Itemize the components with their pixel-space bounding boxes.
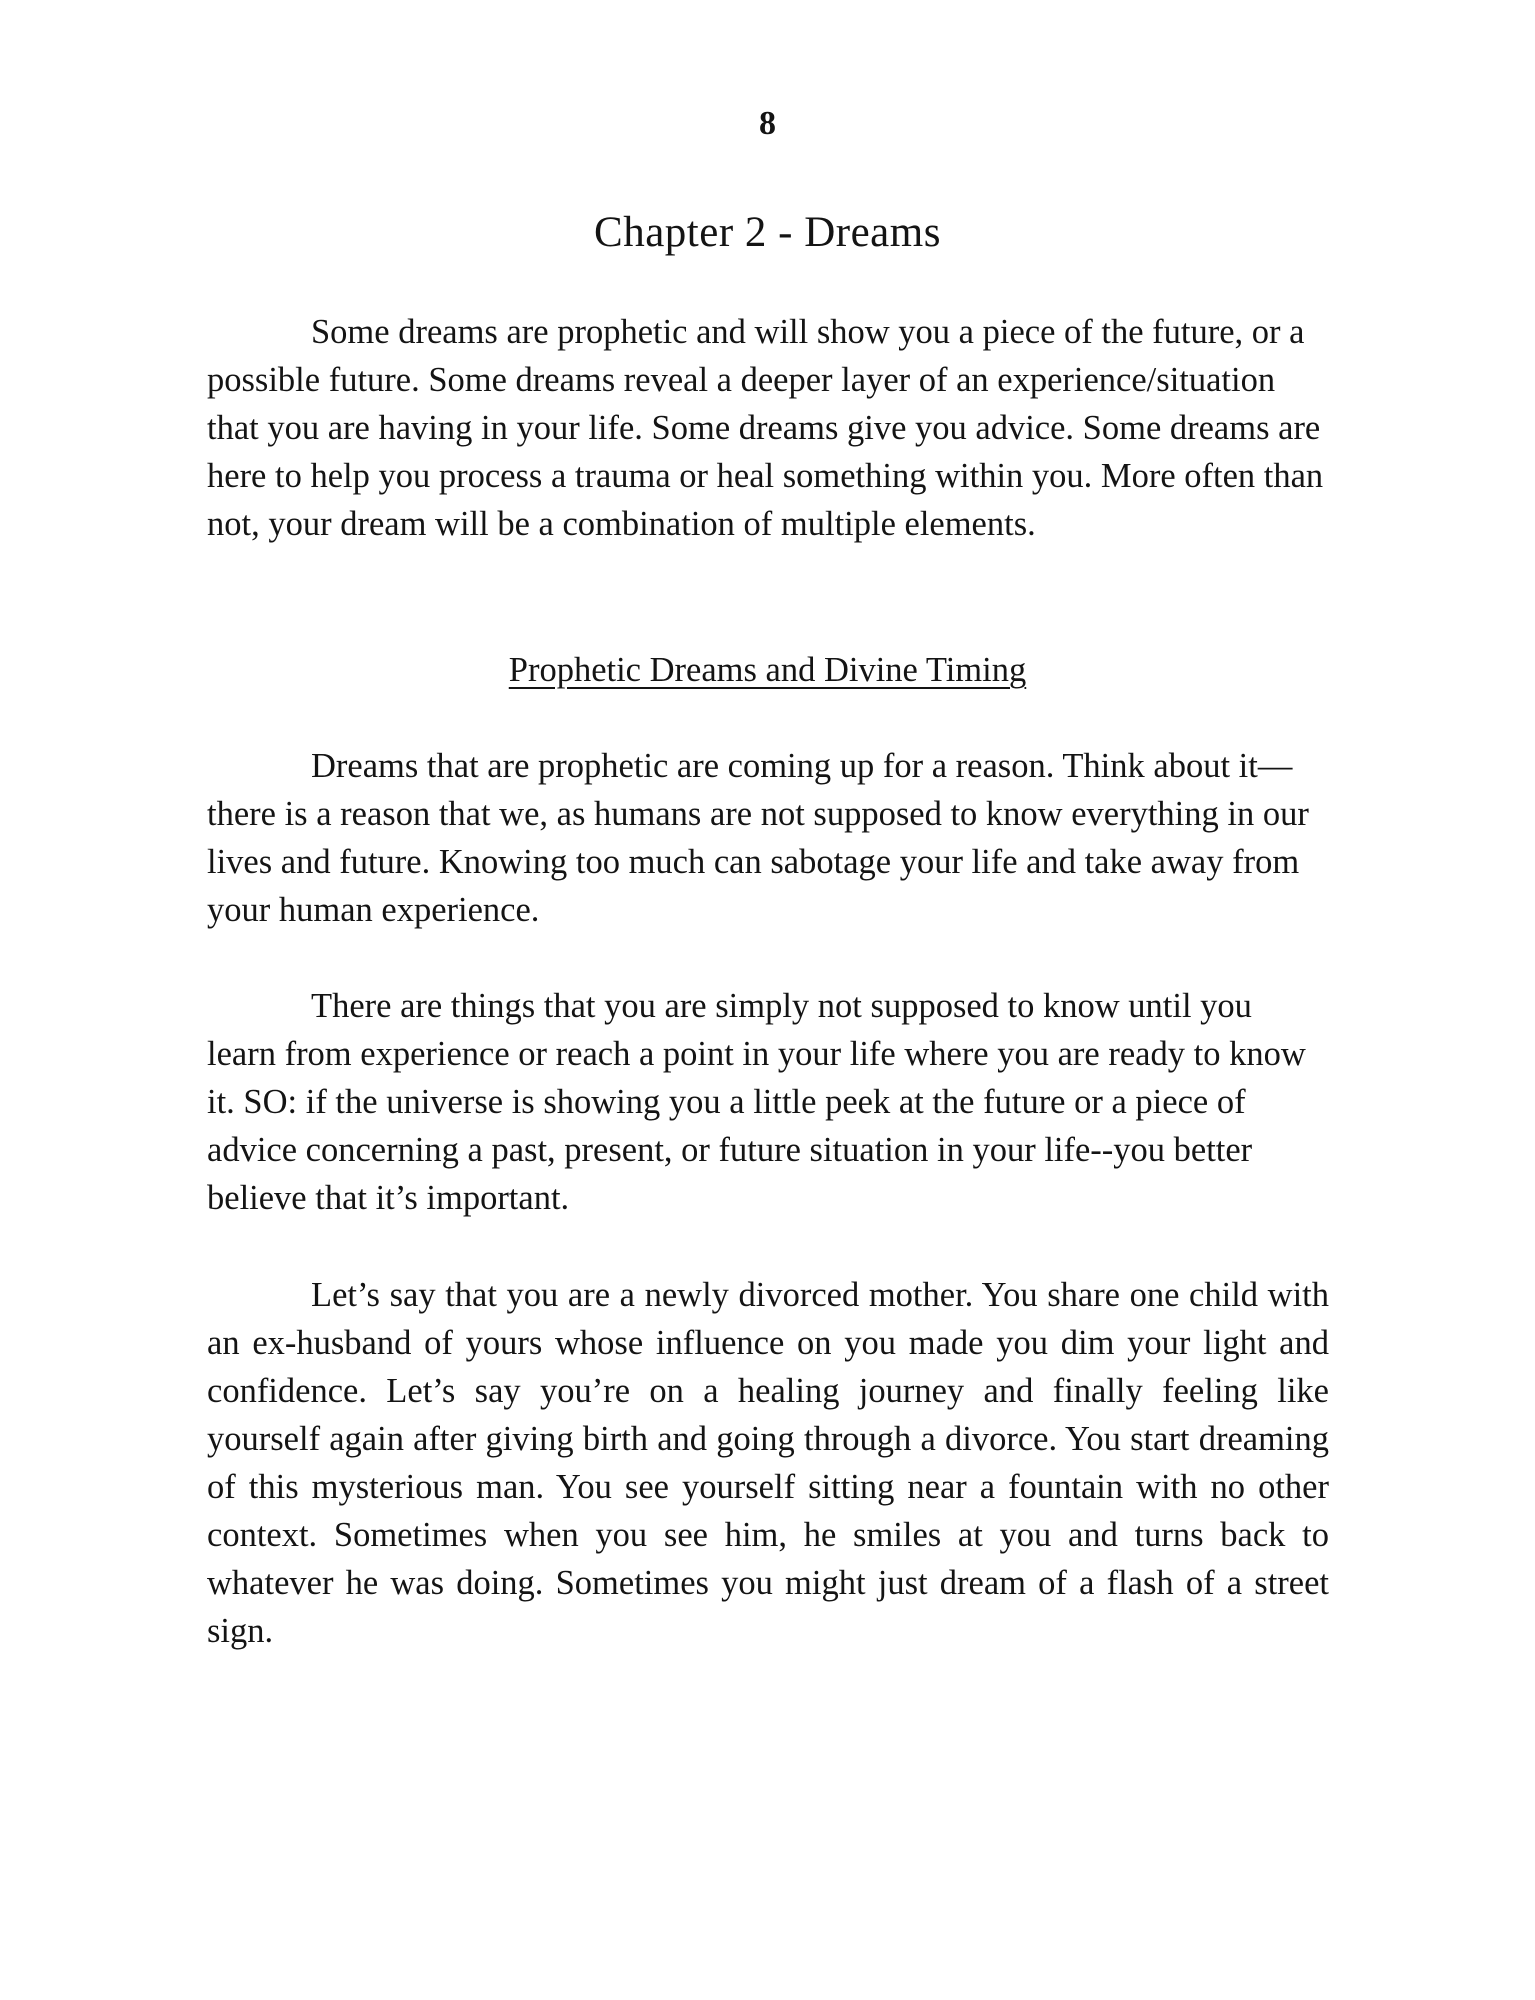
page-number: 8 xyxy=(759,105,776,142)
paragraph-intro: Some dreams are prophetic and will show you a piece of the future, or a possible future. Some dreams reveal a deeper layer of an experience/situation that you are having in your life. Some dreams give you advice. Some dreams are here to help you process a trauma or heal something within you. More often than not, your dream will be a combination of multiple elements. xyxy=(207,313,1324,543)
chapter-title: Chapter 2 - Dreams xyxy=(594,209,941,256)
paragraph-prophetic-reason: Dreams that are prophetic are coming up for a reason. Think about it—there is a reason that we, as humans are not supposed to know everything in our lives and future. Knowing too much can sabotage your life and take away from your human experience. xyxy=(207,747,1309,929)
section-heading xyxy=(0,646,1535,694)
paragraph-not-supposed-to-know: There are things that you are simply not supposed to know until you learn from experience or reach a point in your life where you are ready to know it. SO: if the universe is showing you a little peek at the future or a piece of advice concerning a past, present, or future situation in your life--you better believe that it’s important. xyxy=(207,987,1306,1217)
section-heading-text: Prophetic Dreams and Divine Timing xyxy=(508,651,1027,689)
paragraph-example: Let’s say that you are a newly divorced mother. You share one child with an ex-husband of yours whose influence on you made you dim your light and confidence. Let’s say you’re on a healing journey and finally feeling like yourself again after giving birth and going through a divorce. You start dreaming of this mysterious man. You see yourself sitting near a fountain with no other context. Sometimes when you see him, he smiles at you and turns back to whatever he was doing. Sometimes you might just dream of a flash of a street sign. xyxy=(207,1276,1329,1650)
